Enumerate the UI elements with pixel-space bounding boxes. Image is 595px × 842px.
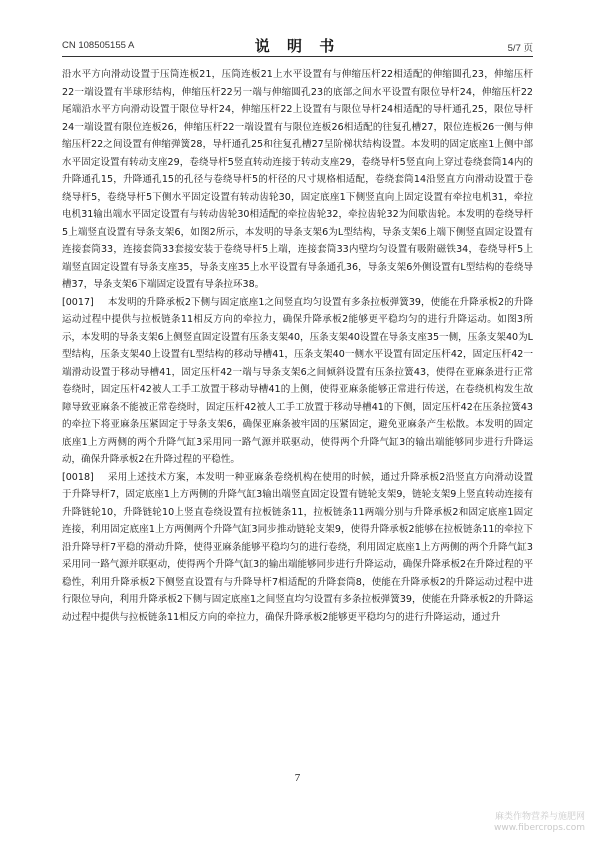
publication-number: CN 108505155 A — [62, 40, 135, 51]
watermark-name: 麻类作物营养与施肥网 — [494, 812, 585, 822]
paragraph-text-0017: 本发明的升降承板2下侧与固定底座1之间竖直均匀设置有多条拉板弹簧39，使能在升降承板2的升降运动过程中提供与拉板链条11相反方向的牵拉力，确保升降承板2能够更平稳均匀的进行升降运动。如图3所示，本发明的导条支架6上侧竖直固定设置有压条支架40，压条支架40设置在导条支座35一侧，压条支架40为L型结构，压条支架40上设置有L型结构的移动导槽41，压条支架40一侧水平设置有固定压杆42，固定压杆42一端滑动设置于移动导槽41，固定压杆42一端与导条支架6之间倾斜设置有压条拉簧43，使得在亚麻条进行正常卷绕时，固定压杆42被人工手工放置于移动导槽41的上侧，使得亚麻条能够正常进行传送，在卷绕机构发生故障导致亚麻条不能被正常卷绕时，固定压杆42被人工手工放置于移动导槽41的下侧，固定压杆42在压条拉簧43的牵拉下将亚麻条压紧固定于导条支架6，确保亚麻条被牢固的压紧固定，避免亚麻条产生松散。本发明的固定底座1上方两侧的两个升降气缸3采用同一路气源并联驱动，使得两个升降气缸3的输出端能够同步进行升降运动，确保升降承板2在升降过程的平稳性。 — [62, 296, 533, 465]
document-title: 说 明 书 — [254, 37, 341, 55]
document-body — [62, 66, 533, 626]
paragraph-text-0018: 采用上述技术方案，本发明一种亚麻条卷绕机构在使用的时候，通过升降承板2沿竖直方向滑动设置于升降导杆7，固定底座1上方两侧的升降气缸3输出端竖直固定设置有链轮支架9，链轮支架9上竖直转动连接有升降链轮10，升降链轮10上竖直卷绕设置有拉板链条11，拉板链条11两端分别与升降承板2和固定底座1固定连接，利用固定底座1上方两侧两个升降气缸3同步推动链轮支架9，使得升降承板2能够在拉板链条11的牵拉下沿升降导杆7平稳的滑动升降，使得亚麻条能够平稳均匀的进行卷绕，利用固定底座1上方两侧的两个升降气缸3采用同一路气源并联驱动，使得两个升降气缸3的输出端能够同步进行升降运动，确保升降承板2在升降过程的平稳性，利用升降承板2下侧竖直设置有与升降导杆7相适配的升降套筒8，使能在升降承板2的升降运动过程中进行限位导向，利用升降承板2下侧与固定底座1之间竖直均匀设置有多条拉板弹簧39，使能在升降承板2的升降运动过程中提供与拉板链条11相反方向的牵拉力，确保升降承板2能够更平稳均匀的进行升降运动，通过升 — [62, 471, 533, 623]
page-of-total: 5/7 页 — [507, 43, 533, 54]
body-paragraph-continued: 沿水平方向滑动设置于压筒连板21，压筒连板21上水平设置有与伸缩压杆22相适配的伸缩圆孔23，伸缩压杆22一端设置有半球形结构，伸缩压杆22另一端与伸缩圆孔23的底部之间水平设置有限位导杆24，伸缩压杆22尾端沿水平方向滑动设置于限位导杆24，伸缩压杆22上设置有与限位导杆24相适配的导杆通孔25，限位导杆24一端设置有限位连板26，伸缩压杆22一端设置有与限位连板26相适配的往复孔槽27，限位连板26一侧与伸缩压杆22之间设置有伸缩弹簧28，导杆通孔25和往复孔槽27呈阶梯状结构设置。本发明的固定底座1上侧中部水平固定设置有转动支座29，卷绕导杆5竖直转动连接于转动支座29，卷绕导杆5竖直向上穿过卷绕套筒14内的升降通孔15，升降通孔15的孔径与卷绕导杆5的杆径的尺寸规格相适配，卷绕套筒14沿竖直方向滑动设置于卷绕导杆5，卷绕导杆5下侧水平固定设置有转动齿轮30，固定底座1下侧竖直向上固定设置有牵拉电机31，牵拉电机31输出端水平固定设置有与转动齿轮30相适配的牵拉齿轮32，牵拉齿轮32为间歇齿轮。本发明的卷绕导杆5上端竖直设置有导条支架6，如图2所示，本发明的导条支架6为L型结构，导条支架6上端下侧竖直固定设置有连接套筒33，连接套筒33套接安装于卷绕导杆5上端，连接套筒33内壁均匀设置有吸附磁铁34，卷绕导杆5上端竖直固定设置有导条支座35，导条支座35上水平设置有导条通孔36，导条支架6外侧设置有L型结构的卷绕导槽37，导条支架6下端固定设置有导条拉环38。 — [62, 69, 533, 290]
page-number: 7 — [294, 772, 301, 784]
body-paragraph-0017 — [62, 294, 533, 469]
paragraph-tag-0017: [0017] — [62, 296, 94, 308]
document-header — [62, 34, 533, 57]
watermark-url: www.fibercrops.com — [494, 823, 585, 833]
body-paragraph-0018 — [62, 469, 533, 627]
paragraph-tag-0018: [0018] — [62, 471, 94, 483]
site-watermark — [494, 812, 585, 834]
